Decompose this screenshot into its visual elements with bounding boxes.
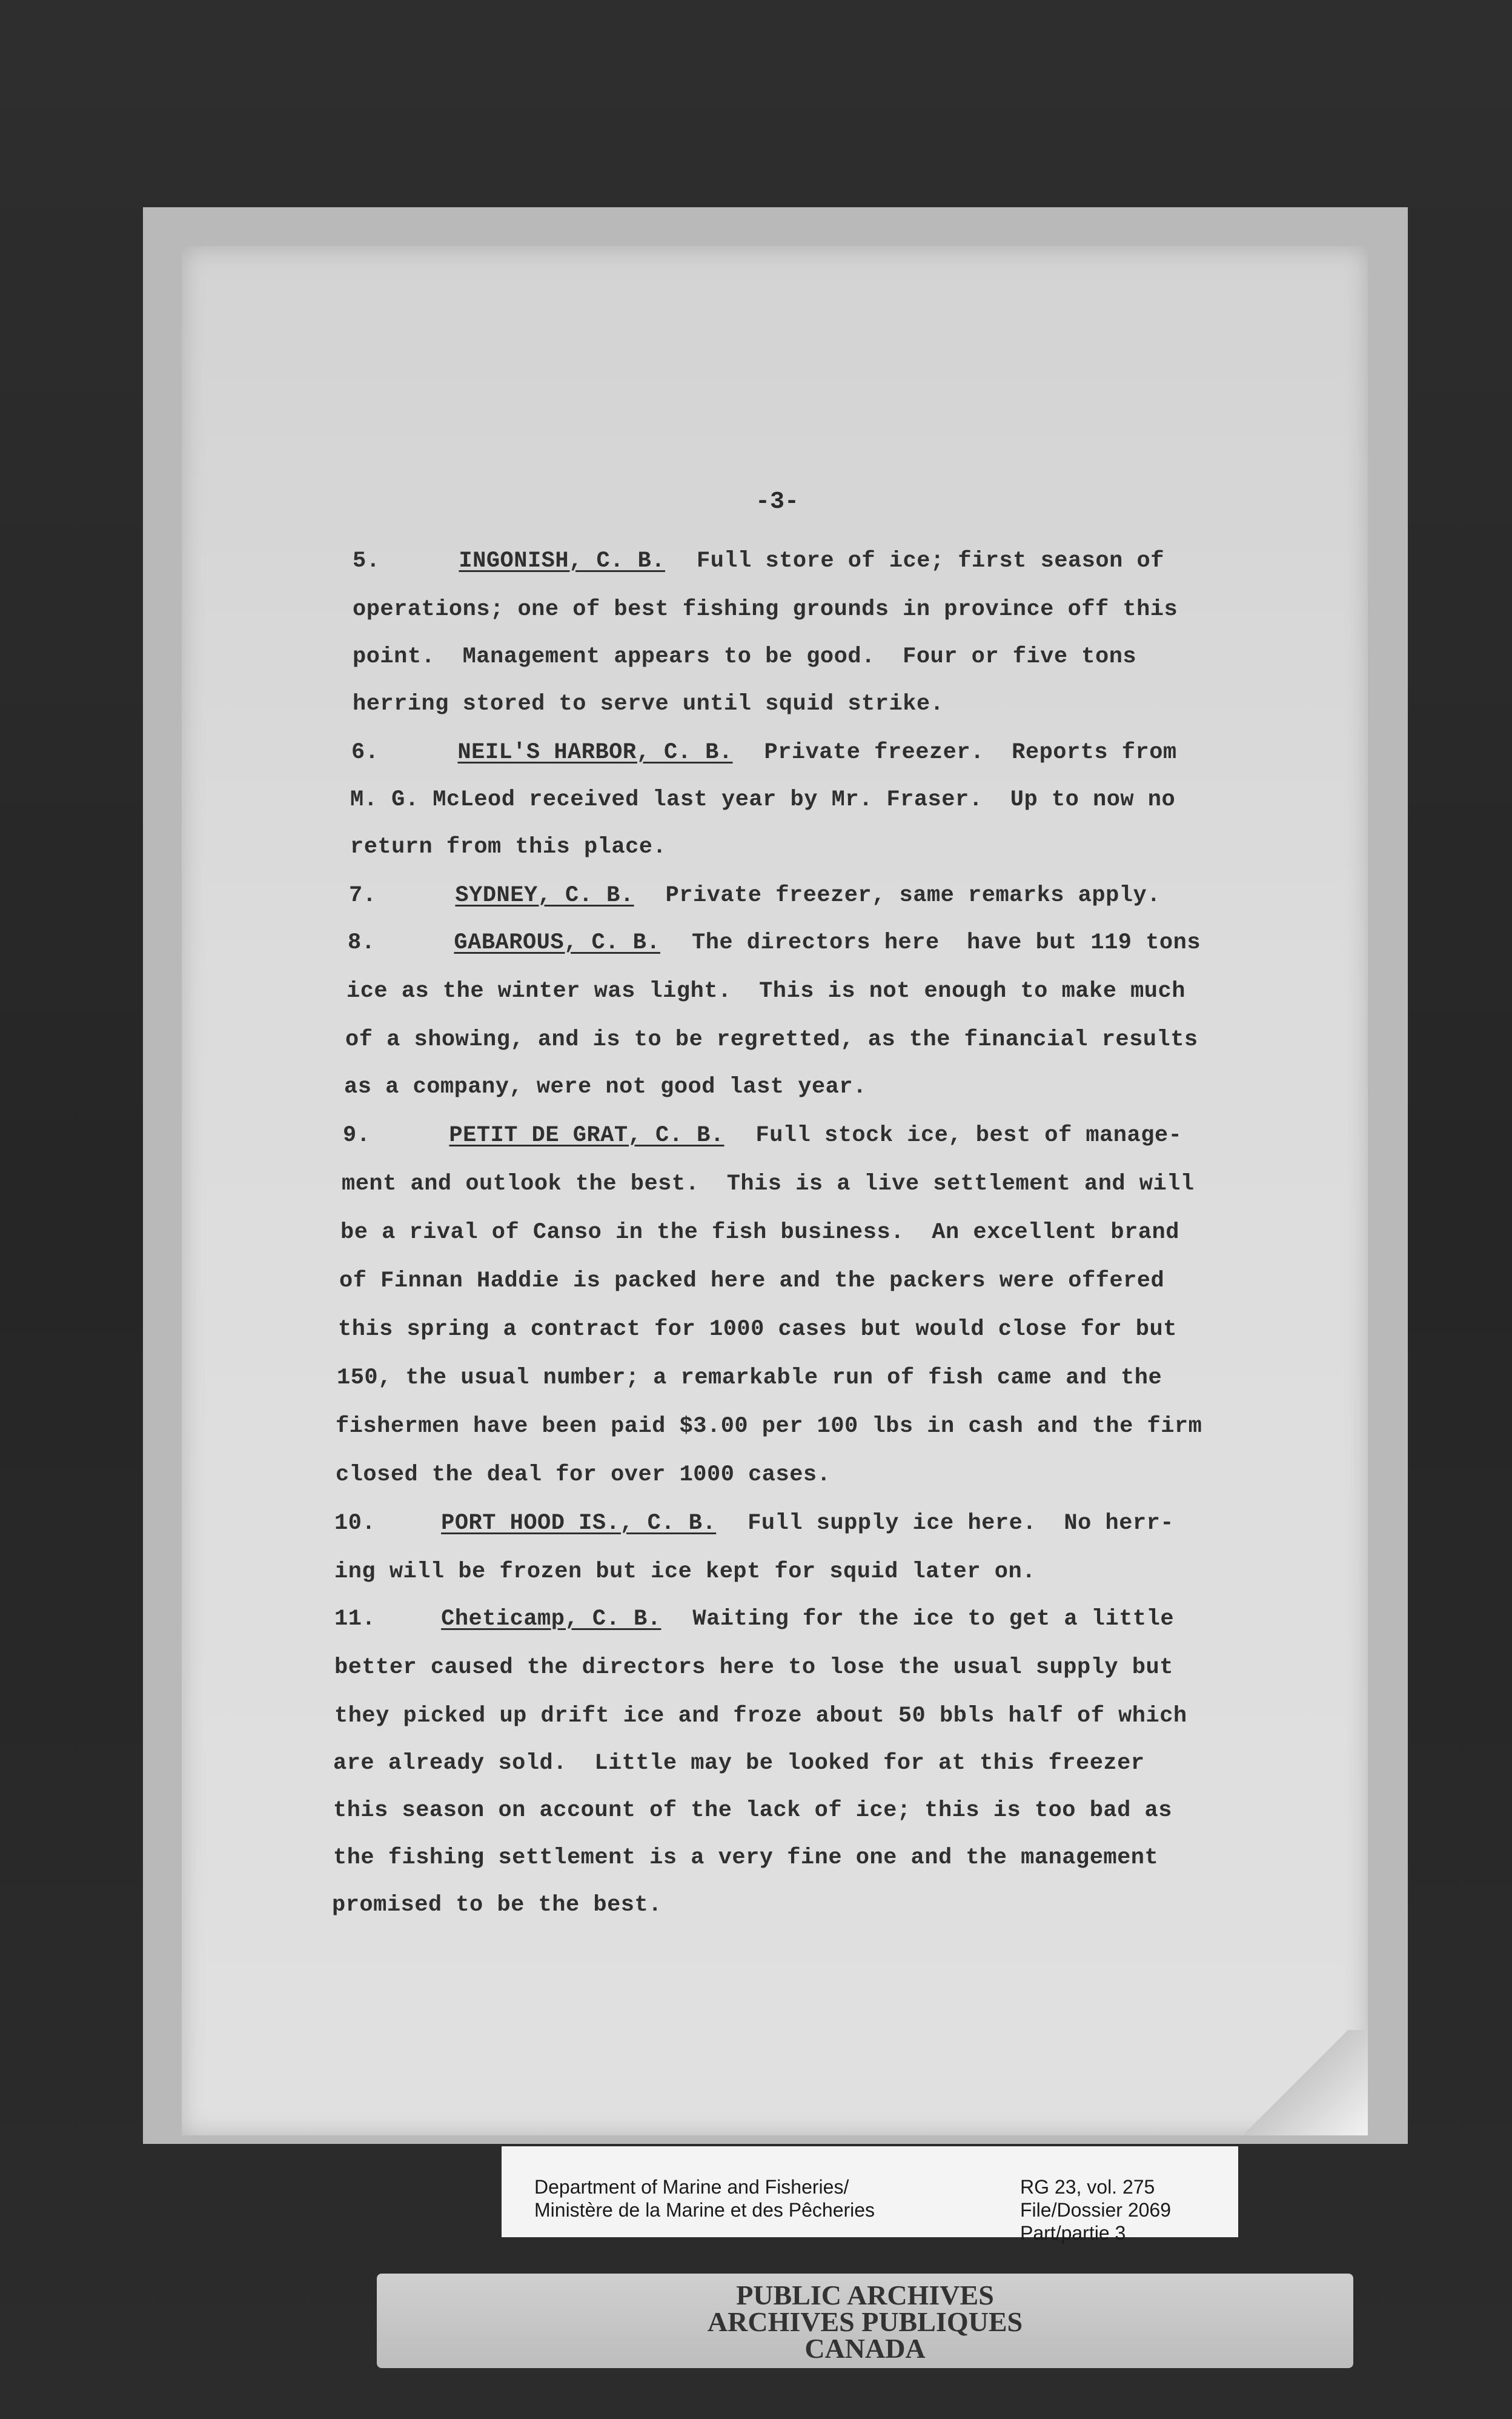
paragraph-line: Private freezer, same remarks apply. — [665, 883, 1161, 908]
paragraph-8-first-line — [348, 931, 1201, 955]
department-english: Department of Marine and Fisheries/ — [534, 2176, 849, 2198]
paragraph-line: of Finnan Haddie is packed here and the packers were offered — [339, 1268, 1165, 1294]
paragraph-line: be a rival of Canso in the fish business. An excellent brand — [340, 1220, 1179, 1245]
paragraph-line: ing will be frozen but ice kept for squid later on. — [334, 1559, 1036, 1585]
paragraph-line: herring stored to serve until squid strike. — [353, 691, 944, 717]
paragraph-11-first-line — [334, 1607, 1174, 1631]
paragraph-line: M. G. McLeod received last year by Mr. Fraser. Up to now no — [350, 787, 1176, 813]
department-name — [534, 2175, 875, 2221]
record-group: RG 23, vol. 275 — [1020, 2176, 1155, 2198]
page-number: -3- — [755, 488, 799, 516]
paragraph-heading: NEIL'S HARBOR, C. B. — [457, 740, 733, 765]
paragraph-number: 9. — [343, 1123, 371, 1148]
paragraph-9-first-line — [343, 1123, 1182, 1148]
paragraph-heading: PORT HOOD IS., C. B. — [441, 1511, 717, 1536]
paragraph-line: promised to be the best. — [332, 1892, 662, 1918]
paragraph-line: The directors here have but 119 tons — [691, 930, 1201, 956]
paragraph-10-first-line — [334, 1511, 1174, 1536]
paragraph-line: this season on account of the lack of ice; this is too bad as — [333, 1798, 1172, 1823]
paragraph-line: operations; one of best fishing grounds in province off this — [353, 597, 1178, 622]
paragraph-number: 8. — [348, 930, 376, 956]
paragraph-line: of a showing, and is to be regretted, as the financial results — [345, 1027, 1198, 1053]
paragraph-line: ice as the winter was light. This is not enough to make much — [346, 979, 1185, 1004]
file-number: File/Dossier 2069 — [1020, 2199, 1171, 2221]
archives-stamp — [377, 2274, 1353, 2368]
paragraph-heading: INGONISH, C. B. — [459, 548, 665, 574]
paragraph-line: as a company, were not good last year. — [344, 1074, 867, 1100]
folded-corner — [1222, 2030, 1368, 2135]
paragraph-line: return from this place. — [350, 834, 667, 860]
department-french: Ministère de la Marine et des Pêcheries — [534, 2199, 875, 2221]
paragraph-number: 6. — [351, 740, 379, 765]
paragraph-line: the fishing settlement is a very fine one and the management — [333, 1845, 1159, 1871]
paragraph-number: 5. — [353, 548, 380, 574]
archive-reference — [1020, 2175, 1171, 2244]
paragraph-number: 10. — [334, 1511, 376, 1536]
paragraph-line: Private freezer. Reports from — [764, 740, 1177, 765]
paragraph-line: better caused the directors here to lose the usual supply but — [334, 1655, 1173, 1680]
paragraph-7-first-line — [349, 883, 1161, 908]
part-number: Part/partie 3 — [1020, 2222, 1126, 2244]
paragraph-line: closed the deal for over 1000 cases. — [336, 1462, 831, 1488]
stamp-line-french: ARCHIVES PUBLIQUES — [707, 2306, 1023, 2337]
paragraph-heading: SYDNEY, C. B. — [455, 883, 634, 908]
paragraph-line: Full store of ice; first season of — [696, 548, 1164, 574]
paragraph-line: Full stock ice, best of manage- — [755, 1123, 1182, 1148]
stamp-line-country: CANADA — [804, 2333, 926, 2364]
paragraph-line: this spring a contract for 1000 cases but would close for but — [338, 1317, 1177, 1342]
archive-reference-tag — [502, 2146, 1238, 2244]
paragraph-line: Full supply ice here. No herr- — [748, 1511, 1175, 1536]
stamp-line-english: PUBLIC ARCHIVES — [736, 2280, 994, 2311]
paragraph-line: they picked up drift ice and froze about 50 bbls half of which — [334, 1703, 1187, 1729]
paragraph-line: ment and outlook the best. This is a live settlement and will — [342, 1171, 1195, 1197]
paragraph-line: 150, the usual number; a remarkable run of fish came and the — [337, 1365, 1162, 1391]
paragraph-heading: GABAROUS, C. B. — [454, 930, 660, 956]
paragraph-line: fishermen have been paid $3.00 per 100 lbs in cash and the firm — [336, 1414, 1202, 1439]
paragraph-line: point. Management appears to be good. Four or five tons — [353, 644, 1137, 670]
paragraph-number: 7. — [349, 883, 377, 908]
paragraph-5-first-line — [353, 549, 1164, 573]
paragraph-line: Waiting for the ice to get a little — [692, 1606, 1175, 1632]
paragraph-heading: PETIT DE GRAT, C. B. — [449, 1123, 724, 1148]
paragraph-line: are already sold. Little may be looked for at this freezer — [333, 1751, 1145, 1776]
paragraph-heading: Cheticamp, C. B. — [441, 1606, 662, 1632]
paragraph-6-first-line — [351, 740, 1177, 765]
paragraph-number: 11. — [334, 1606, 376, 1632]
